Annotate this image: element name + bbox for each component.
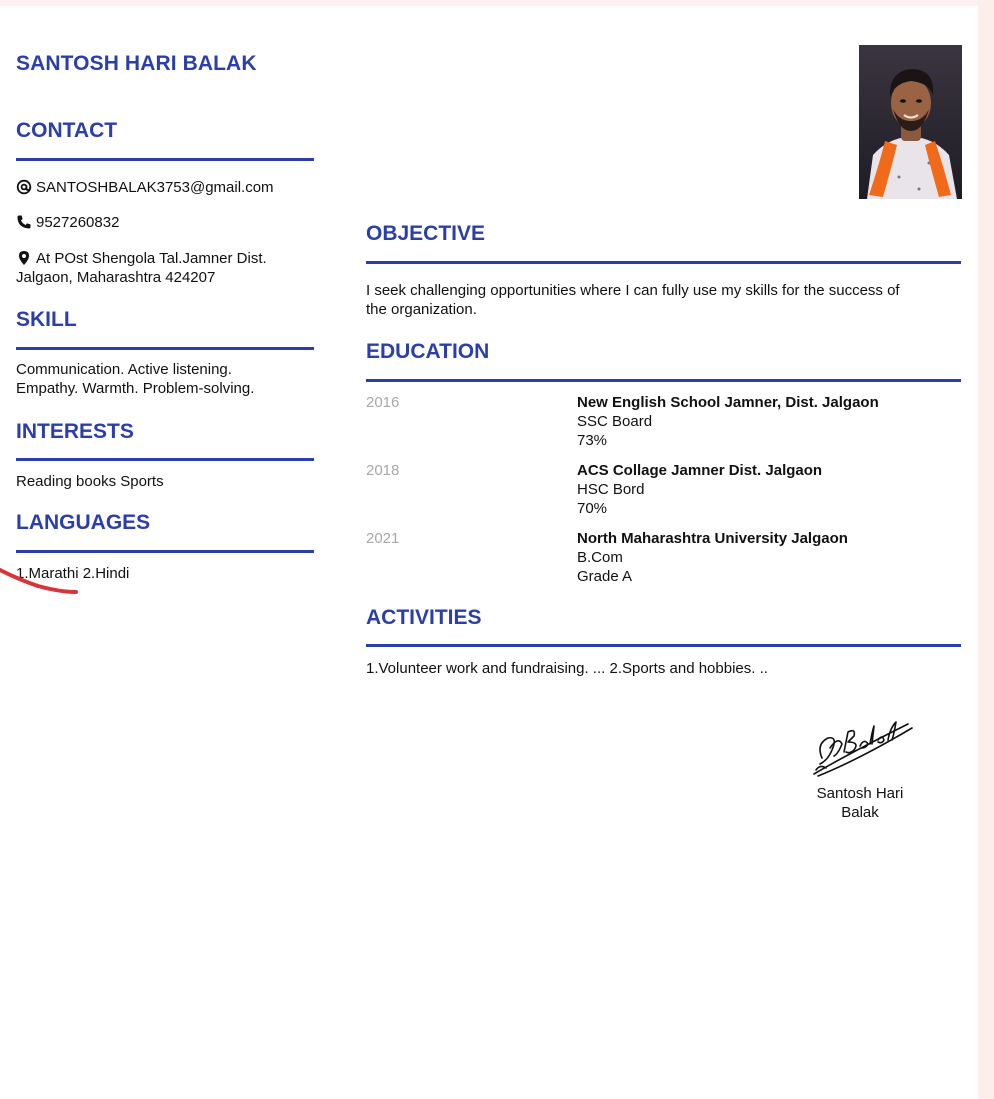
activities-divider xyxy=(366,644,961,647)
objective-line-2: the organization. xyxy=(366,301,477,318)
education-course: B.Com xyxy=(577,549,623,566)
objective-divider xyxy=(366,261,961,264)
location-pin-icon xyxy=(16,250,32,266)
signature-name xyxy=(800,784,920,822)
education-course: HSC Bord xyxy=(577,481,645,498)
education-result: Grade A xyxy=(577,568,633,585)
education-result: 70% xyxy=(577,500,608,517)
objective-heading: OBJECTIVE xyxy=(366,222,486,245)
scrollbar[interactable] xyxy=(978,0,994,1099)
interests-text: Reading books Sports xyxy=(16,473,164,490)
skill-text xyxy=(16,360,254,398)
education-institution: ACS Collage Jamner Dist. Jalgaon xyxy=(577,462,823,479)
education-entry xyxy=(577,529,848,586)
contact-phone-row xyxy=(16,213,119,232)
skill-heading: SKILL xyxy=(16,308,77,331)
contact-address-line2: Jalgaon, Maharashtra 424207 xyxy=(16,269,216,286)
languages-divider xyxy=(16,550,314,553)
education-result: 73% xyxy=(577,432,608,449)
red-annotation-stroke xyxy=(0,562,90,602)
handwritten-signature xyxy=(808,714,918,782)
skill-divider xyxy=(16,347,314,350)
education-course: SSC Board xyxy=(577,413,653,430)
education-year: 2016 xyxy=(366,394,400,411)
contact-address-row xyxy=(16,249,267,287)
languages-text: 1.Marathi 2.Hindi xyxy=(16,565,130,582)
at-icon xyxy=(16,179,32,195)
interests-heading: INTERESTS xyxy=(16,420,134,443)
activities-heading: ACTIVITIES xyxy=(366,606,482,629)
candidate-name: SANTOSH HARI BALAK xyxy=(16,52,257,75)
skill-line-1: Communication. Active listening. xyxy=(16,361,232,378)
education-entry xyxy=(577,393,879,450)
signature-name-line-2: Balak xyxy=(841,804,879,821)
education-entry xyxy=(577,461,822,518)
education-year: 2021 xyxy=(366,530,400,547)
education-institution: New English School Jamner, Dist. Jalgaon xyxy=(577,394,879,411)
signature-name-line-1: Santosh Hari xyxy=(816,785,904,802)
skill-line-2: Empathy. Warmth. Problem-solving. xyxy=(16,380,255,397)
contact-heading: CONTACT xyxy=(16,119,118,142)
contact-divider xyxy=(16,158,314,161)
objective-text xyxy=(366,281,956,319)
education-divider xyxy=(366,379,961,382)
education-institution: North Maharashtra University Jalgaon xyxy=(577,530,848,547)
education-year: 2018 xyxy=(366,462,400,479)
contact-phone: 9527260832 xyxy=(36,214,120,231)
phone-icon xyxy=(16,214,32,230)
contact-email: SANTOSHBALAK3753@gmail.com xyxy=(36,179,274,196)
education-heading: EDUCATION xyxy=(366,340,490,363)
activities-text: 1.Volunteer work and fundraising. ... 2.Sports and hobbies. .. xyxy=(366,660,768,677)
profile-photo xyxy=(859,45,962,199)
objective-line-1: I seek challenging opportunities where I can fully use my skills for the success of xyxy=(366,282,900,299)
interests-divider xyxy=(16,458,314,461)
languages-heading: LANGUAGES xyxy=(16,511,151,534)
resume-page xyxy=(0,6,978,1099)
contact-email-row xyxy=(16,178,274,197)
contact-address-line1: At POst Shengola Tal.Jamner Dist. xyxy=(36,250,267,267)
